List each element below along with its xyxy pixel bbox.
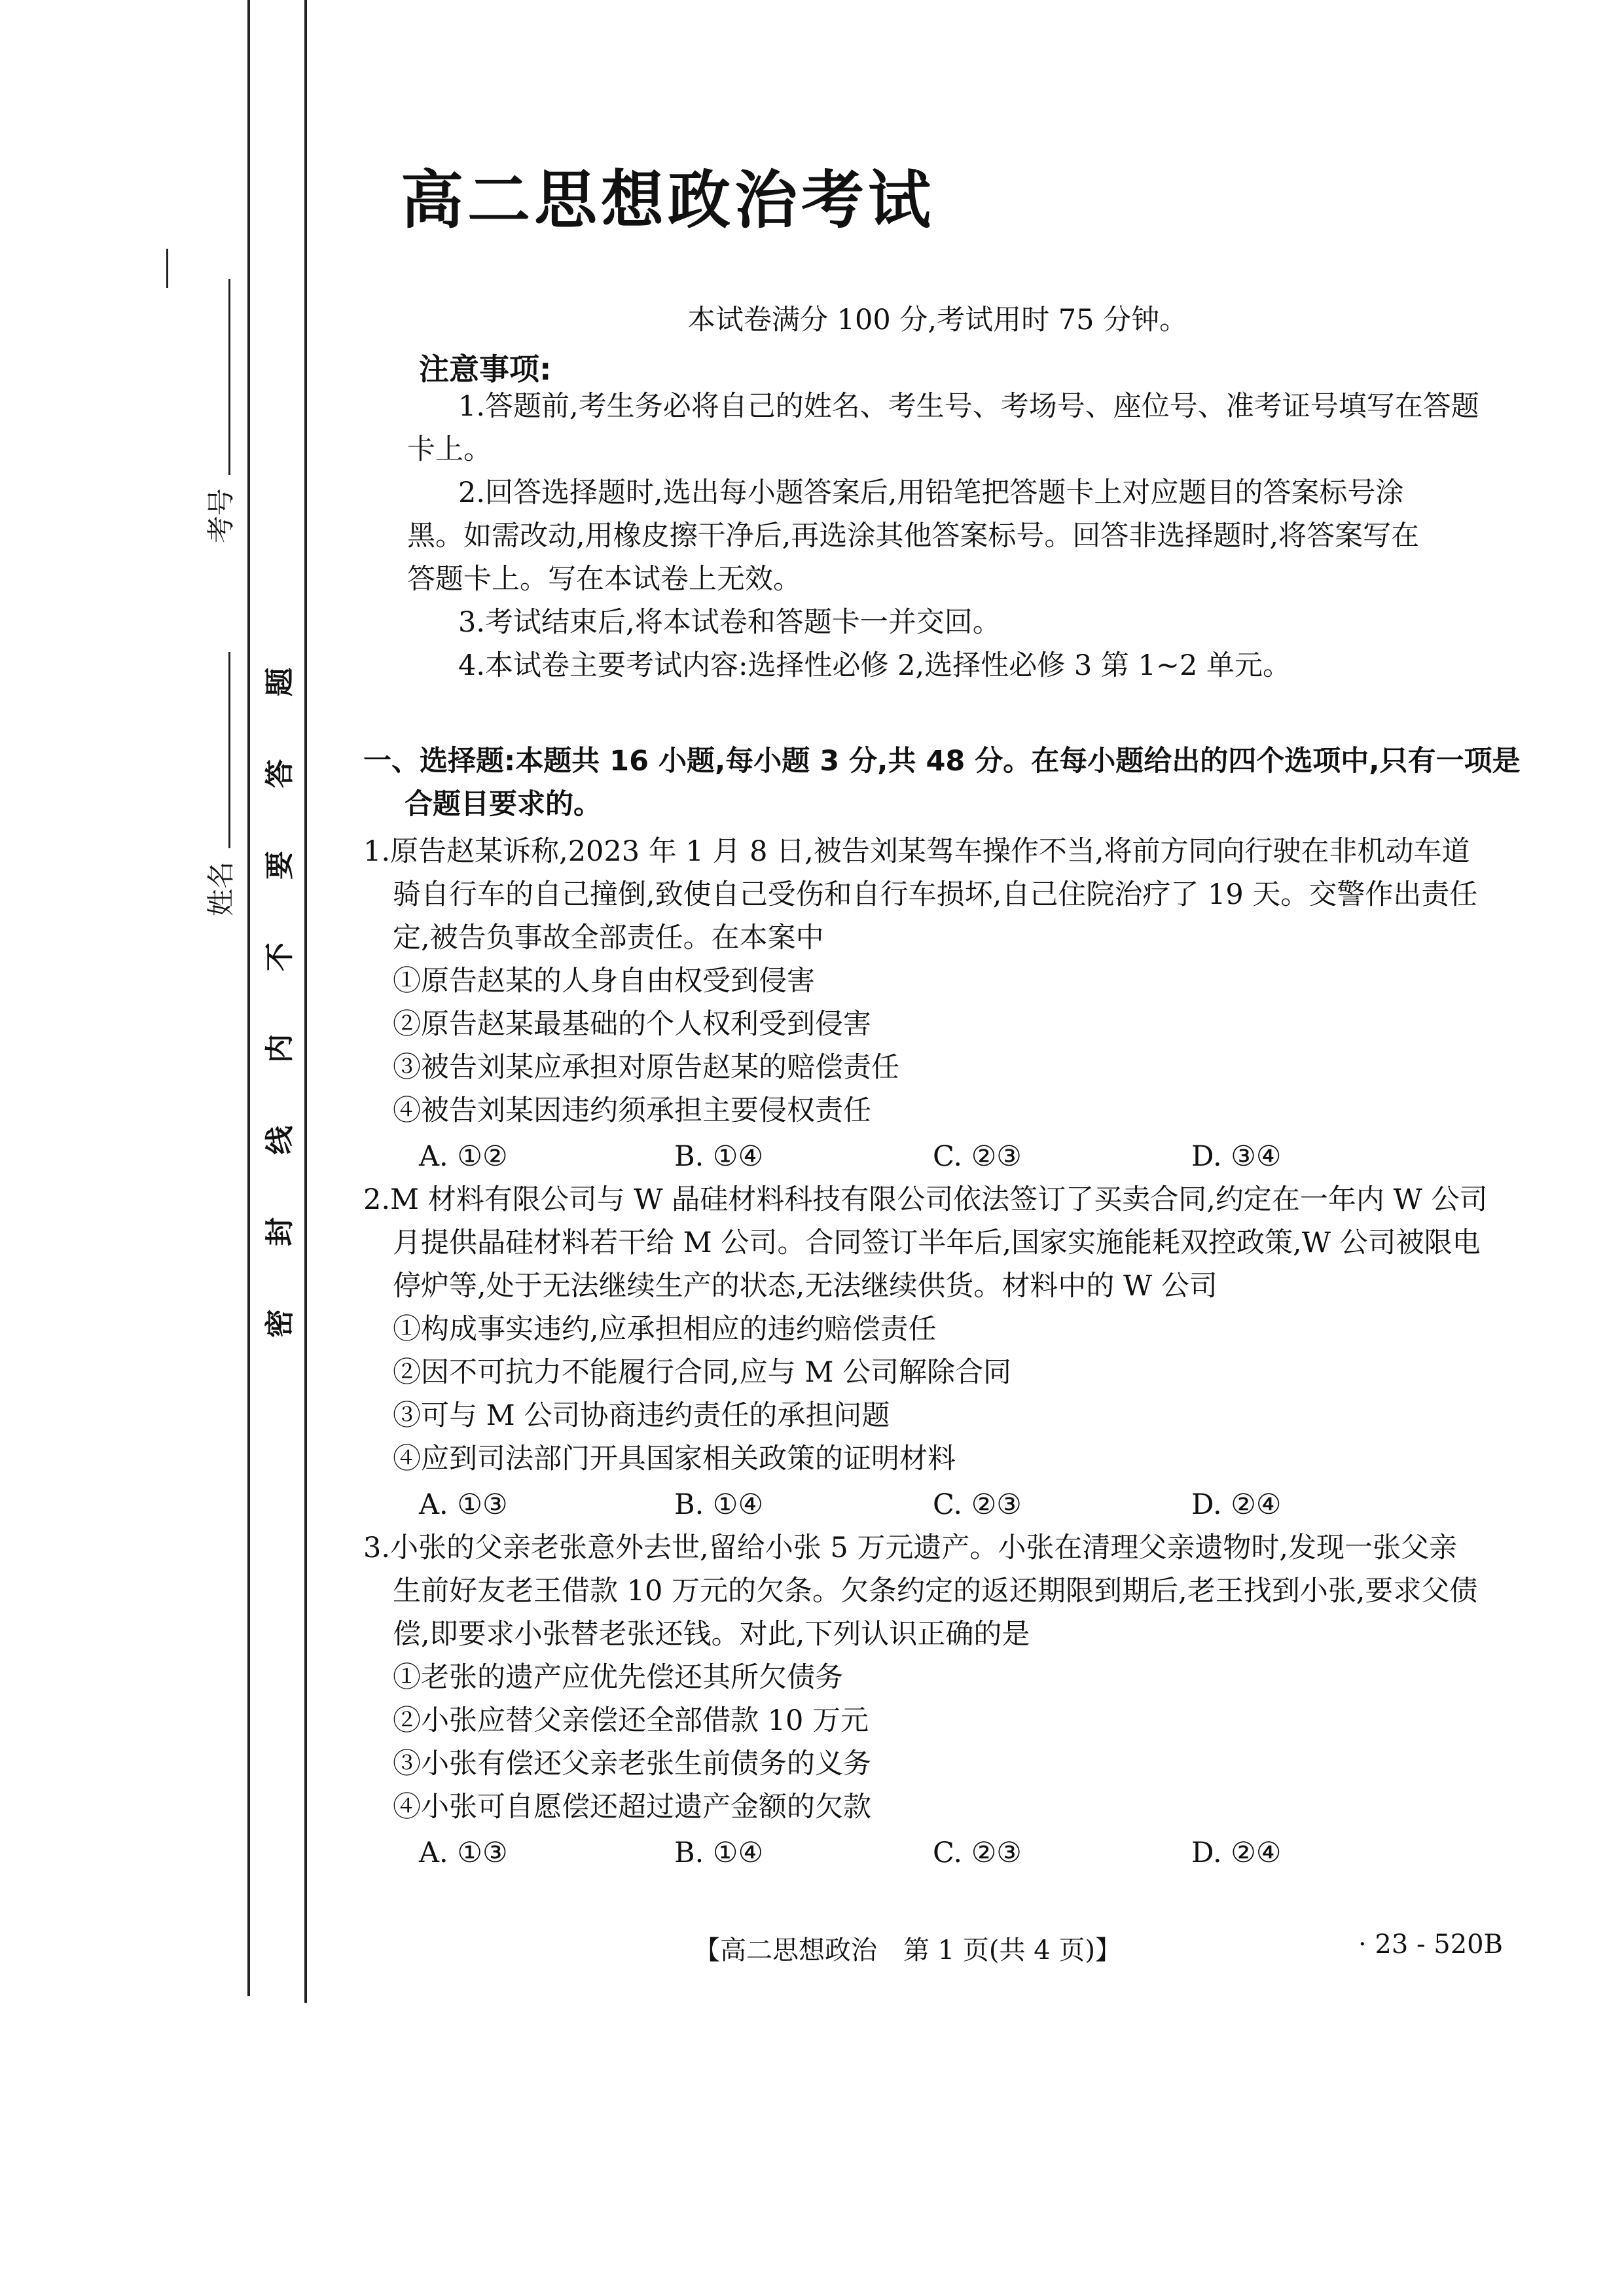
seal-char-6: 要 [263, 851, 297, 880]
q3-stem-line: 偿,即要求小张替老张还钱。对此,下列认识正确的是 [393, 1618, 1030, 1651]
exam-subtitle: 本试卷满分 100 分,考试用时 75 分钟。 [687, 304, 1188, 336]
q3-option-a: A. ①③ [419, 1837, 508, 1869]
q1-stem-line: 定,被告负事故全部责任。在本案中 [393, 922, 824, 954]
q3-option-b: B. ①④ [674, 1837, 764, 1869]
q1-option-a: A. ①② [419, 1140, 508, 1173]
q2-item: ①构成事实违约,应承担相应的违约赔偿责任 [393, 1313, 937, 1346]
page-footer-label: 【高二思想政治 第 1 页(共 4 页)】 [694, 1935, 1121, 1965]
margin-tick-mark [166, 249, 168, 288]
q2-item: ②因不可抗力不能履行合同,应与 M 公司解除合同 [393, 1356, 1012, 1389]
section-heading-line2: 合题目要求的。 [405, 788, 602, 821]
q2-item: ③可与 M 公司协商违约责任的承担问题 [393, 1399, 890, 1432]
q2-option-a: A. ①③ [419, 1488, 508, 1521]
exam-no-blank [209, 279, 230, 475]
q3-item: ②小张应替父亲偿还全部借款 10 万元 [393, 1704, 869, 1737]
seal-char-5: 不 [263, 942, 297, 971]
q1-option-c: C. ②③ [933, 1140, 1022, 1173]
exam-no-field [200, 279, 239, 543]
notice-line: 2.回答选择题时,选出每小题答案后,用铅笔把答题卡上对应题目的答案标号涂 [458, 476, 1404, 509]
q1-item: ④被告刘某因违约须承担主要侵权责任 [393, 1094, 871, 1127]
seal-char-8: 题 [263, 668, 297, 696]
q1-item: ②原告赵某最基础的个人权利受到侵害 [393, 1008, 871, 1041]
exam-title: 高二思想政治考试 [401, 164, 935, 237]
name-blank [209, 652, 230, 848]
page-footer-code: · 23 - 520B [1358, 1929, 1504, 1960]
q1-item: ③被告刘某应承担对原告赵某的赔偿责任 [393, 1051, 899, 1084]
q2-stem-line: 2.M 材料有限公司与 W 晶硅材料科技有限公司依法签订了买卖合同,约定在一年内 W 公司 [363, 1183, 1488, 1216]
q2-option-b: B. ①④ [674, 1488, 764, 1521]
name-field [200, 652, 239, 916]
notice-line: 卡上。 [407, 433, 492, 466]
binding-line-outer [247, 0, 250, 1996]
binding-line-inner [304, 0, 307, 2003]
q2-option-d: D. ②④ [1191, 1488, 1282, 1521]
exam-no-label: 考号 [205, 488, 237, 543]
seal-char-7: 答 [263, 759, 297, 788]
q3-item: ④小张可自愿偿还超过遗产金额的欠款 [393, 1791, 871, 1823]
q3-option-c: C. ②③ [933, 1837, 1022, 1869]
name-label: 姓名 [205, 861, 237, 916]
q1-option-b: B. ①④ [674, 1140, 764, 1173]
q3-item: ①老张的遗产应优先偿还其所欠债务 [393, 1661, 843, 1694]
q1-option-d: D. ③④ [1191, 1140, 1282, 1173]
notice-line: 黑。如需改动,用橡皮擦干净后,再选涂其他答案标号。回答非选择题时,将答案写在 [407, 520, 1420, 552]
seal-char-4: 内 [263, 1034, 297, 1063]
q1-item: ①原告赵某的人身自由权受到侵害 [393, 965, 815, 997]
seal-char-1: 密 [263, 1309, 297, 1338]
q1-stem-line: 骑自行车的自己撞倒,致使自己受伤和自行车损坏,自己住院治疗了 19 天。交警作出责任 [393, 878, 1478, 911]
seal-char-2: 封 [263, 1217, 297, 1246]
notice-line: 3.考试结束后,将本试卷和答题卡一并交回。 [458, 606, 1001, 639]
q2-item: ④应到司法部门开具国家相关政策的证明材料 [393, 1443, 956, 1475]
seal-char-3: 线 [263, 1126, 297, 1155]
q3-option-d: D. ②④ [1191, 1837, 1282, 1869]
notice-heading: 注意事项: [419, 351, 552, 387]
q1-stem-line: 1.原告赵某诉称,2023 年 1 月 8 日,被告刘某驾车操作不当,将前方同向行驶在非机动车道 [363, 835, 1470, 868]
q2-option-c: C. ②③ [933, 1488, 1022, 1521]
q3-stem-line: 3.小张的父亲老张意外去世,留给小张 5 万元遗产。小张在清理父亲遗物时,发现一张父亲 [363, 1532, 1458, 1564]
q3-stem-line: 生前好友老王借款 10 万元的欠条。欠条约定的返还期限到期后,老王找到小张,要求父债 [393, 1575, 1478, 1607]
notice-line: 4.本试卷主要考试内容:选择性必修 2,选择性必修 3 第 1~2 单元。 [458, 649, 1291, 682]
notice-line: 答题卡上。写在本试卷上无效。 [407, 563, 801, 596]
q2-stem-line: 停炉等,处于无法继续生产的状态,无法继续供货。材料中的 W 公司 [393, 1270, 1218, 1302]
notice-line: 1.答题前,考生务必将自己的姓名、考生号、考场号、座位号、准考证号填写在答题 [458, 390, 1479, 423]
section-heading-line1: 一、选择题:本题共 16 小题,每小题 3 分,共 48 分。在每小题给出的四个选项中,只有一项是 [363, 745, 1521, 778]
q3-item: ③小张有偿还父亲老张生前债务的义务 [393, 1748, 871, 1780]
q2-stem-line: 月提供晶硅材料若干给 M 公司。合同签订半年后,国家实施能耗双控政策,W 公司被限电 [393, 1227, 1481, 1259]
